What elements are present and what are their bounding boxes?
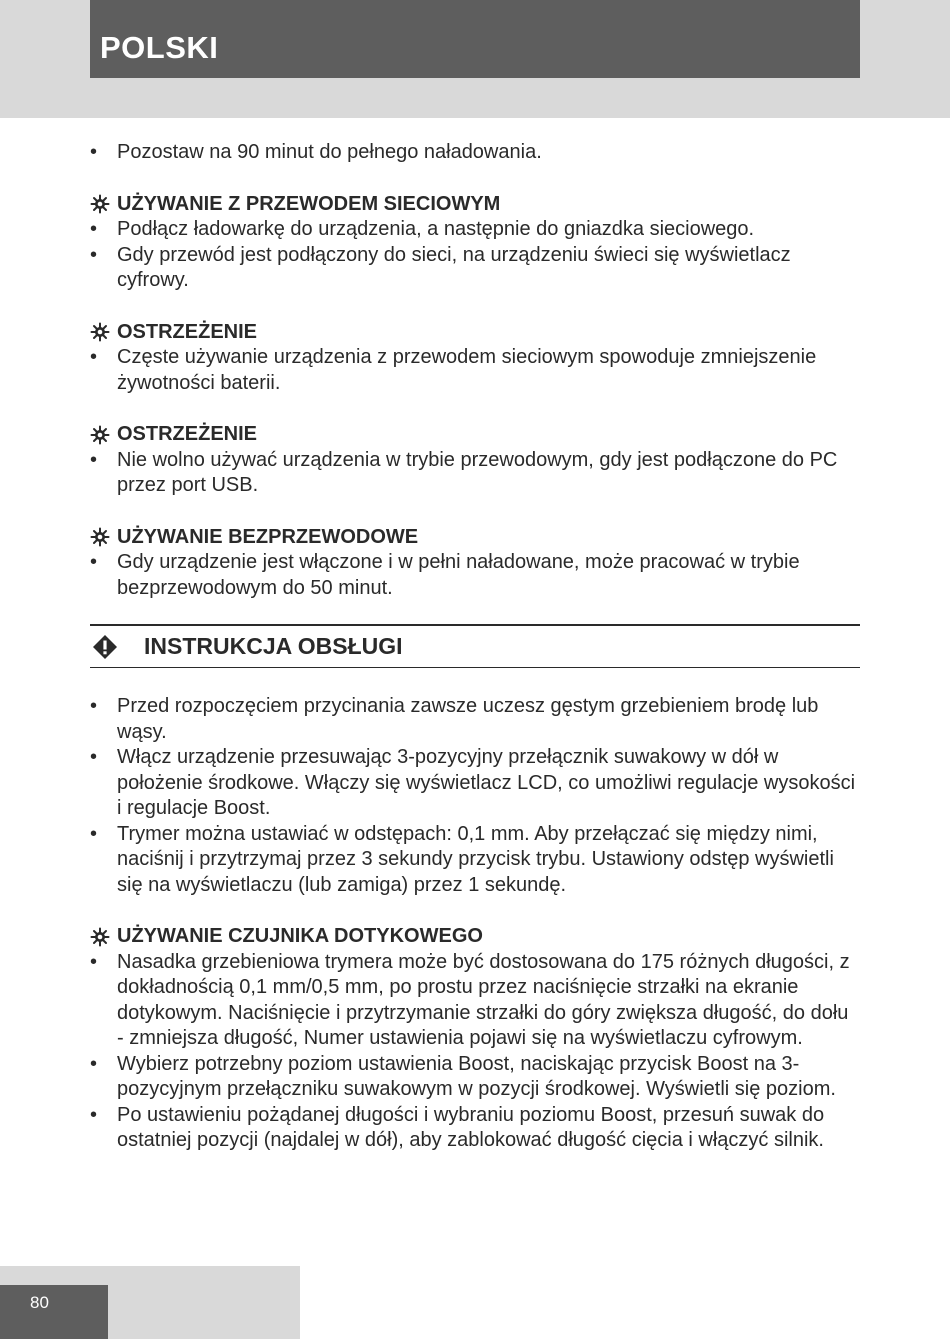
language-tab <box>90 0 860 78</box>
subheading-text: OSTRZEŻENIE <box>117 320 258 343</box>
sun-gear-icon <box>90 527 110 547</box>
subheading <box>90 320 860 346</box>
bullet-dot: • <box>90 551 98 573</box>
list-item-text: Gdy przewód jest podłączony do sieci, na urządzeniu świeci się wyświetlacz cyfrowy. <box>117 243 791 291</box>
bullet-dot: • <box>90 448 98 471</box>
bullet-dot: • <box>90 1052 98 1075</box>
bullet-dot: • <box>90 218 98 240</box>
list-item-text: Wybierz potrzebny poziom ustawienia Boost, naciskając przycisk Boost na 3-pozycyjnym przełączniku suwakowym w pozycji środkowej. Wyświetli się poziom. <box>117 1052 836 1100</box>
sun-gear-icon <box>90 425 110 445</box>
list-item-text: Trymer można ustawiać w odstępach: 0,1 mm. Aby przełączać się między nimi, naciśnij i przytrzymaj przez 3 sekundy przycisk trybu. Ustawiony odstęp wyświetli się na wyświetlaczu (lub zamiga) przez 1 sekundę. <box>117 822 834 896</box>
list-item-text: Częste używanie urządzenia z przewodem sieciowym spowoduje zmniejszenie żywotności baterii. <box>117 346 817 394</box>
bullet-dot: • <box>90 695 98 717</box>
list-item <box>90 1052 860 1103</box>
subheading <box>90 525 860 551</box>
list-item <box>90 448 860 499</box>
language-label: POLSKI <box>100 30 219 65</box>
subheading <box>90 924 860 950</box>
page-number: 80 <box>30 1293 49 1312</box>
page-number-box <box>0 1285 108 1339</box>
list-item <box>90 550 860 601</box>
subheading-text: UŻYWANIE BEZPRZEWODOWE <box>117 525 419 548</box>
subheading-text: UŻYWANIE Z PRZEWODEM SIECIOWYM <box>117 192 501 215</box>
subheading <box>90 422 860 448</box>
list-item <box>90 140 860 166</box>
bullet-dot: • <box>90 141 98 163</box>
bullet-dot: • <box>90 346 98 368</box>
subheading-text: OSTRZEŻENIE <box>117 423 258 445</box>
list-item <box>90 217 860 243</box>
bullet-dot: • <box>90 822 98 845</box>
warning-diamond-icon <box>92 634 118 660</box>
list-item <box>90 745 860 822</box>
list-item-text: Nie wolno używać urządzenia w trybie przewodowym, gdy jest podłączone do PC przez port USB. <box>117 448 838 496</box>
sun-gear-icon <box>90 927 110 947</box>
list-item-text: Nasadka grzebieniowa trymera może być dostosowana do 175 różnych długości, z dokładnością 0,1 mm/0,5 mm, po prostu przez naciśnięcie strzałki na ekranie dotykowym. Naciśnięcie i przytrzymanie strzałki do góry zwiększa długość, do dołu - zmniejsza długość, Numer ustawienia pojawi się na wyświetlaczu cyfrowym. <box>117 950 850 1049</box>
bullet-dot: • <box>90 746 98 768</box>
list-item-text: Pozostaw na 90 minut do pełnego naładowania. <box>117 141 542 163</box>
section-header <box>90 624 860 668</box>
subheading-text: UŻYWANIE CZUJNIKA DOTYKOWEGO <box>117 925 483 947</box>
list-item-text: Podłącz ładowarkę do urządzenia, a następnie do gniazdka sieciowego. <box>117 218 755 240</box>
bullet-dot: • <box>90 950 98 973</box>
list-item <box>90 822 860 899</box>
list-item <box>90 243 860 294</box>
list-item-text: Przed rozpoczęciem przycinania zawsze uczesz gęstym grzebieniem brodę lub wąsy. <box>117 695 819 743</box>
list-item <box>90 950 860 1052</box>
page-content <box>90 140 860 1154</box>
section-title: INSTRUKCJA OBSŁUGI <box>144 633 403 659</box>
sun-gear-icon <box>90 322 110 342</box>
list-item <box>90 1103 860 1154</box>
list-item <box>90 694 860 745</box>
subheading <box>90 192 860 218</box>
sun-gear-icon <box>90 194 110 214</box>
list-item-text: Po ustawieniu pożądanej długości i wybraniu poziomu Boost, przesuń suwak do ostatniej pozycji (najdalej w dół), aby zablokować długość cięcia i włączyć silnik. <box>117 1103 825 1151</box>
list-item <box>90 345 860 396</box>
bullet-dot: • <box>90 243 98 266</box>
list-item-text: Włącz urządzenie przesuwając 3-pozycyjny przełącznik suwakowy w dół w położenie środkowe. Włączy się wyświetlacz LCD, co umożliwi regulacje wysokości i regulacje Boost. <box>117 746 856 819</box>
list-item-text: Gdy urządzenie jest włączone i w pełni naładowane, może pracować w trybie bezprzewodowym do 50 minut. <box>117 551 800 599</box>
bullet-dot: • <box>90 1103 98 1126</box>
